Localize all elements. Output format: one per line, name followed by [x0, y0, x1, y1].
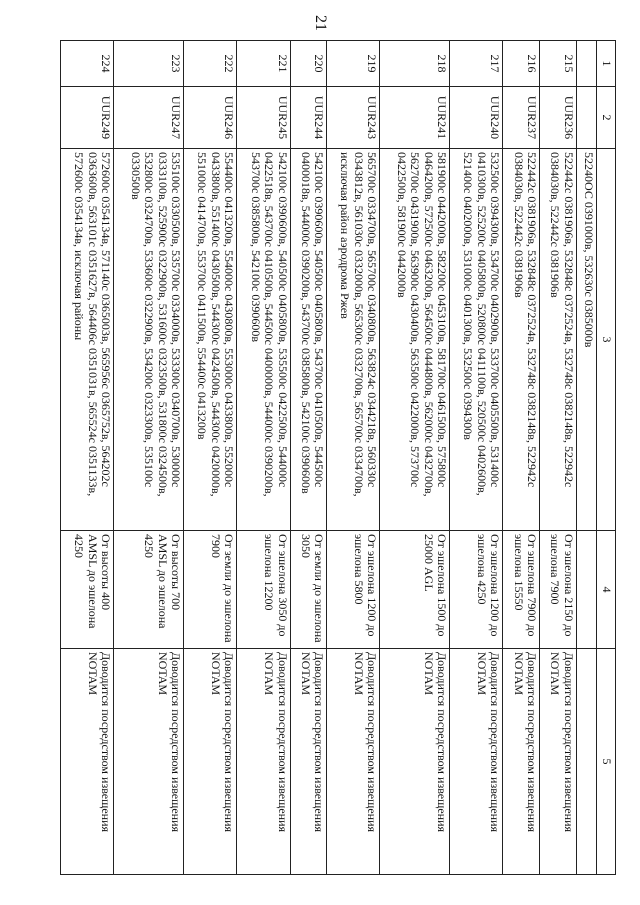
carry-over-row	[576, 41, 596, 875]
zone-code: UUR249	[61, 87, 114, 149]
zone-coordinates: 535100с 0330500в, 535700с 0334000в, 533300с 0340700в, 530000с 0333100в, 525900с 0322900в, 531600с 0323500в, 531800с 0324500в, 532800с 0324700в, 533600с 0322900в, 534200с 0323300в, 535100с 0330500в	[114, 149, 184, 531]
row-number: 223	[114, 41, 184, 87]
altitude-limits: От эшелона 1500 до 25000 AGL	[380, 531, 450, 649]
row-number: 224	[61, 41, 114, 87]
table-row	[450, 41, 503, 875]
altitude-limits: От эшелона 7900 до эшелона 15550	[503, 531, 540, 649]
header-row	[597, 41, 616, 875]
notice-info: Доводится посредством извещения NOTAM	[450, 649, 503, 875]
zone-code: UUR240	[450, 87, 503, 149]
altitude-limits: От эшелона 3050 до эшелона 12200	[237, 531, 290, 649]
row-number: 217	[450, 41, 503, 87]
zone-coordinates: 581900с 0442000в, 582200с 0453100в, 581700с 0461500в, 575800с 0464200в, 572500с 0463200в, 564500с 0444800в, 562000с 0432700в, 562700с 0431900в, 563900с 0430400в, 563500с 0422000в, 573700с 0422500в, 581900с 0442000в	[380, 149, 450, 531]
zone-coordinates: 542100с 0390600в, 540500с 0405800в, 535500с 0422500в, 544000с 0422518в, 543700с 0410500в, 544500с 0400000в, 544000с 0390200в, 543700с 0385800в, 542100с 0390600в	[237, 149, 290, 531]
zone-coordinates: 522442с 0381906в, 532848с 0372524в, 532748с 0382148в, 522942с 0384030в, 522442с 0381906в	[540, 149, 577, 531]
zone-code: UUR245	[237, 87, 290, 149]
altitude-limits: От эшелона 1200 до эшелона 4250	[450, 531, 503, 649]
zone-coordinates: 554400с 0413200в, 554000с 0430800в, 553000с 0433800в, 552000с 0433800в, 551400с 0430500в, 544300с 0424500в, 544300с 0420000в, 551000с 0414700в, 553700с 0411500в, 554400с 0413200в	[184, 149, 237, 531]
zone-coordinates: 572600с 0354134в, 571140с 0365003в, 565956с 0365752в, 564202с 0363600в, 563101с 0351627в, 564406с 0351031в, 565524с 0351133в, 572600с 0354134в, исключая районы	[61, 149, 114, 531]
altitude-limits: От эшелона 2150 до эшелона 7900	[540, 531, 577, 649]
table-row	[327, 41, 380, 875]
row-number: 221	[237, 41, 290, 87]
zone-coordinates: 532500с 0394300в, 534700с 0402900в, 533700с 0405500в, 531400с 0410300в, 525200с 0405800в, 520800с 0411100в, 520500с 0402600в, 521400с 0402000в, 531000с 0401300в, 532500с 0394300в	[450, 149, 503, 531]
notice-info: Доводится посредством извещения NOTAM	[327, 649, 380, 875]
header-col-5: 5	[597, 649, 616, 875]
row-number: 215	[540, 41, 577, 87]
zone-code: UUR243	[327, 87, 380, 149]
table-row	[237, 41, 290, 875]
header-col-4: 4	[597, 531, 616, 649]
row-number: 216	[503, 41, 540, 87]
altitude-limits: От высоты 700 AMSL до эшелона 4250	[114, 531, 184, 649]
altitude-limits: От земли до эшелона 3050	[290, 531, 327, 649]
table-row	[114, 41, 184, 875]
zone-code: UUR247	[114, 87, 184, 149]
header-col-3: 3	[597, 149, 616, 531]
rotated-table-area	[60, 40, 616, 874]
table-row	[503, 41, 540, 875]
altitude-limits: От эшелона 1200 до эшелона 5800	[327, 531, 380, 649]
altitude-limits: От земли до эшелона 7900	[184, 531, 237, 649]
carry-over-coords: 52240ОС 0391000в, 532630с 0385000в	[576, 149, 596, 531]
table-row	[540, 41, 577, 875]
zone-coordinates: 542100с 0390600в, 540500с 0405800в, 543700с 0410500в, 544500с 0400018в, 544000с 0390200в, 543700с 0385800в, 542100с 0390600в	[290, 149, 327, 531]
zone-code: UUR244	[290, 87, 327, 149]
row-number: 218	[380, 41, 450, 87]
row-number: 220	[290, 41, 327, 87]
zone-code: UUR241	[380, 87, 450, 149]
header-col-1: 1	[597, 41, 616, 87]
zone-coordinates: 565700с 0334700в, 565700с 0340800в, 563824с 0344218в, 560330с 0343812в, 561030с 0332000в, 565300с 0332700в, 565700с 0334700в, исключая район аэродрома Ржев	[327, 149, 380, 531]
page-number: 21	[312, 15, 329, 31]
restricted-areas-table	[60, 40, 616, 875]
notice-info: Доводится посредством извещения NOTAM	[290, 649, 327, 875]
zone-coordinates: 522442с 0381906в, 532848с 0372524в, 532748с 0382148в, 522942с 0384030в, 522442с 0381906в	[503, 149, 540, 531]
table-row	[184, 41, 237, 875]
table-row	[290, 41, 327, 875]
notice-info: Доводится посредством извещения NOTAM	[184, 649, 237, 875]
row-number: 219	[327, 41, 380, 87]
notice-info: Доводится посредством извещения NOTAM	[503, 649, 540, 875]
table-row	[61, 41, 114, 875]
notice-info: Доводится посредством извещения NOTAM	[237, 649, 290, 875]
zone-code: UUR236	[540, 87, 577, 149]
altitude-limits: От высоты 400 AMSL до эшелона 4250	[61, 531, 114, 649]
table-row	[380, 41, 450, 875]
notice-info: Доводится посредством извещения NOTAM	[540, 649, 577, 875]
zone-code: UUR246	[184, 87, 237, 149]
row-number: 222	[184, 41, 237, 87]
notice-info: Доводится посредством извещения NOTAM	[114, 649, 184, 875]
header-col-2: 2	[597, 87, 616, 149]
notice-info: Доводится посредством извещения NOTAM	[380, 649, 450, 875]
zone-code: UUR237	[503, 87, 540, 149]
notice-info: Доводится посредством извещения NOTAM	[61, 649, 114, 875]
